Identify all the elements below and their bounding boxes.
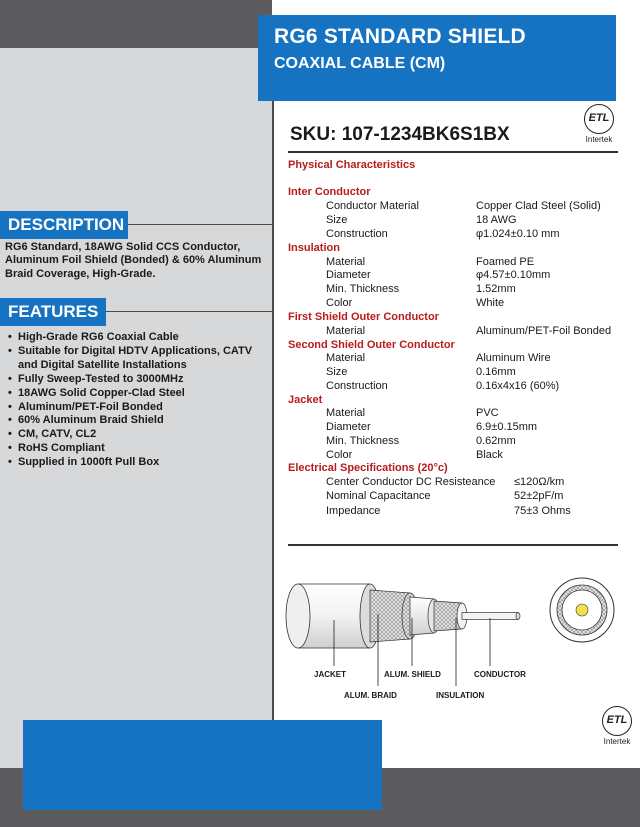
- features-rule: [106, 311, 272, 312]
- cable-jacket: [286, 584, 380, 648]
- bottom-blue-block: [23, 720, 382, 810]
- spec-label: Diameter: [326, 269, 371, 281]
- jacket-heading: Jacket: [288, 394, 323, 406]
- spec-label: Material: [326, 407, 366, 419]
- first-shield-heading: First Shield Outer Conductor: [288, 311, 439, 323]
- spec-label: Conductor Material: [326, 200, 419, 212]
- list-item: • 60% Aluminum Braid Shield: [8, 414, 270, 428]
- spec-label: Nominal Capacitance: [326, 490, 431, 502]
- vertical-divider: [272, 100, 274, 755]
- spec-label: Material: [326, 325, 366, 337]
- physical-characteristics-heading: Physical Characteristics: [288, 159, 416, 171]
- spec-label: Min. Thickness: [326, 435, 400, 447]
- etl-ring: [584, 104, 614, 134]
- spec-value: Black: [476, 449, 503, 461]
- features-list: [8, 331, 270, 470]
- electrical-heading: Electrical Specifications (20°c): [288, 462, 448, 474]
- etl-mark: ETL: [588, 112, 610, 124]
- spec-value: φ1.024±0.10 mm: [476, 228, 560, 240]
- spec-label: Color: [326, 297, 353, 309]
- sku-divider: [288, 151, 618, 153]
- page-title: RG6 STANDARD SHIELD: [274, 25, 526, 48]
- label-alum-shield: ALUM. SHIELD: [384, 670, 441, 679]
- features-heading-bar: [0, 298, 106, 326]
- page-subtitle: COAXIAL CABLE (CM): [274, 55, 446, 72]
- spec-value: 1.52mm: [476, 283, 516, 295]
- cable-diagram: [278, 564, 638, 714]
- spec-value: 0.16mm: [476, 366, 516, 378]
- etl-certification-icon: [580, 104, 618, 144]
- spec-value: 52±2pF/m: [514, 490, 564, 502]
- spec-value: Aluminum Wire: [476, 352, 551, 364]
- spec-value: Foamed PE: [476, 256, 535, 268]
- description-heading-bar: [0, 211, 128, 239]
- sku-label: SKU: 107-1234BK6S1BX: [290, 124, 510, 145]
- description-text: RG6 Standard, 18AWG Solid CCS Conductor, Aluminum Foil Shield (Bonded) & 60% Aluminum Braid Coverage, High-Grade.: [5, 241, 262, 280]
- spec-label: Diameter: [326, 421, 371, 433]
- spec-label: Color: [326, 449, 353, 461]
- spec-divider: [288, 544, 618, 546]
- spec-value: 18 AWG: [476, 214, 517, 226]
- list-item: • Fully Sweep-Tested to 3000MHz: [8, 373, 270, 387]
- spec-label: Min. Thickness: [326, 283, 400, 295]
- list-item: • CM, CATV, CL2: [8, 428, 270, 442]
- spec-label: Size: [326, 366, 348, 378]
- spec-label: Impedance: [326, 505, 381, 517]
- spec-label: Center Conductor DC Resisteance: [326, 476, 496, 488]
- spec-value: Copper Clad Steel (Solid): [476, 200, 601, 212]
- second-shield-heading: Second Shield Outer Conductor: [288, 339, 455, 351]
- spec-label: Material: [326, 352, 366, 364]
- list-item: • 18AWG Solid Copper-Clad Steel: [8, 387, 270, 401]
- spec-value: 75±3 Ohms: [514, 505, 571, 517]
- features-heading: FEATURES: [8, 302, 99, 321]
- list-item: • Aluminum/PET-Foil Bonded: [8, 401, 270, 415]
- label-insulation: INSULATION: [436, 691, 485, 700]
- insulation-heading: Insulation: [288, 242, 340, 254]
- spec-label: Construction: [326, 380, 388, 392]
- label-alum-braid: ALUM. BRAID: [344, 691, 397, 700]
- spec-value: 0.62mm: [476, 435, 516, 447]
- spec-label: Construction: [326, 228, 388, 240]
- spec-value: White: [476, 297, 505, 309]
- spec-value: Aluminum/PET-Foil Bonded: [476, 325, 612, 337]
- label-conductor: CONDUCTOR: [474, 670, 526, 679]
- label-jacket: JACKET: [314, 670, 347, 679]
- spec-value: 6.9±0.15mm: [476, 421, 538, 433]
- description-rule: [128, 224, 272, 225]
- spec-value: ≤120Ω/km: [514, 476, 565, 488]
- cable-cross-section: [550, 578, 614, 642]
- spec-label: Material: [326, 256, 366, 268]
- spec-value: φ4.57±0.10mm: [476, 269, 551, 281]
- spec-label: Size: [326, 214, 348, 226]
- etl-mark-bottom: ETL: [606, 714, 628, 726]
- cable-conductor: [462, 613, 520, 620]
- description-heading: DESCRIPTION: [8, 215, 125, 234]
- list-item: • RoHS Compliant: [8, 442, 270, 456]
- title-box: [258, 15, 616, 101]
- list-item: • Suitable for Digital HDTV Applications, CATV and Digital Satellite Installations: [8, 345, 270, 373]
- list-item: • Supplied in 1000ft Pull Box: [8, 456, 270, 470]
- list-item: • High-Grade RG6 Coaxial Cable: [8, 331, 270, 345]
- inter-conductor-heading: Inter Conductor: [288, 186, 371, 198]
- spec-value: 0.16x4x16 (60%): [476, 380, 560, 392]
- intertek-caption-bottom: Intertek: [603, 737, 631, 746]
- intertek-caption: Intertek: [585, 135, 613, 144]
- spec-value: PVC: [476, 407, 499, 419]
